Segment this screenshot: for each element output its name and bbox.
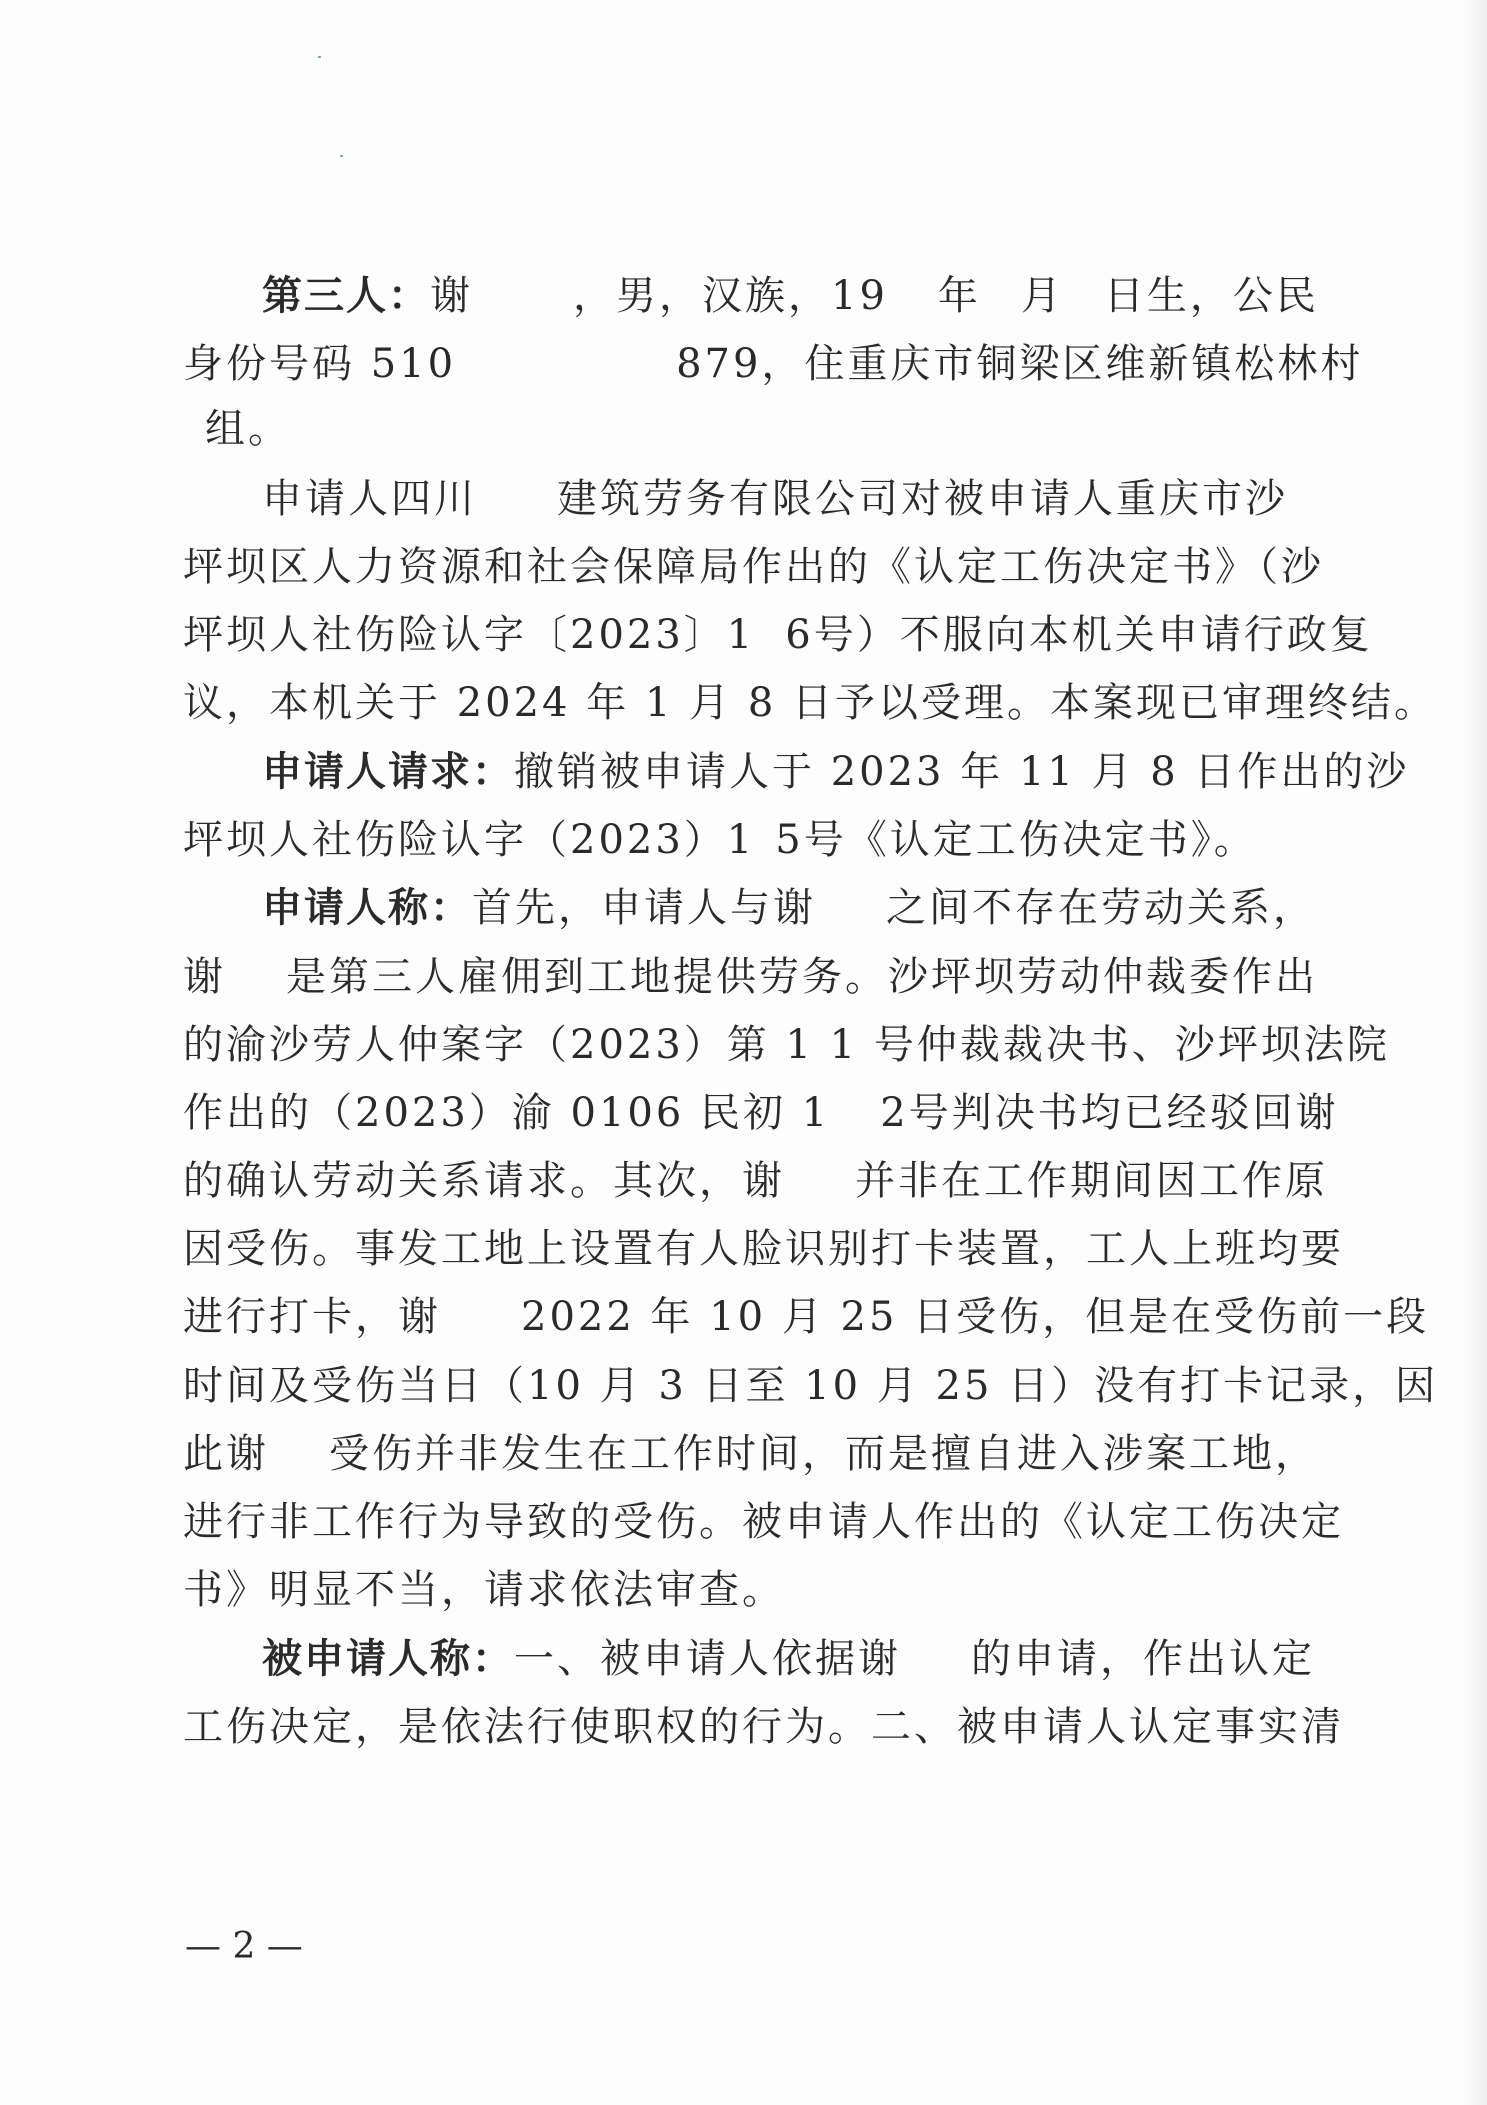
text-line xyxy=(262,884,1316,932)
text-run: 是第三人雇佣到工地提供劳务。沙坪坝劳动仲裁委作出 xyxy=(286,954,1318,1000)
text-run: 组。 xyxy=(205,406,291,452)
text-run: 的确认劳动关系请求。其次，谢 xyxy=(183,1158,785,1204)
text-line xyxy=(183,1293,1429,1341)
text-run: 进行非工作行为导致的受伤。被申请人作出的《认定工伤决定 xyxy=(183,1499,1344,1545)
text-run: 此谢 xyxy=(183,1431,269,1477)
text-line xyxy=(183,1157,1328,1205)
text-run: 工伤决定，是依法行使职权的行为。二、被申请人认定事实清 xyxy=(183,1704,1344,1750)
text-line xyxy=(183,1225,1344,1273)
text-run: 首先，申请人与谢 xyxy=(472,885,816,931)
text-line xyxy=(183,1089,1339,1137)
text-line xyxy=(205,405,291,453)
text-run: 坪坝人社伤险认字〔2023〕1 xyxy=(183,612,756,658)
text-run: 日生，公民 xyxy=(1103,273,1319,319)
text-run: 年 xyxy=(937,273,981,319)
text-run: 时间及受伤当日（10 月 3 日至 10 月 25 日）没有打卡记录，因 xyxy=(183,1363,1439,1409)
text-line xyxy=(262,1635,1315,1683)
text-line xyxy=(262,475,1288,523)
text-run: 建筑劳务有限公司对被申请人重庆市沙 xyxy=(557,476,1288,522)
text-line xyxy=(183,611,1373,659)
text-run: 撤销被申请人于 2023 年 11 月 8 日作出的沙 xyxy=(514,749,1410,795)
text-run: 的渝沙劳人仲案字（2023）第 1 1 号仲裁裁决书、沙坪坝法院 xyxy=(183,1022,1390,1068)
section-label: 申请人请求： xyxy=(262,749,514,795)
text-run: 2022 年 10 月 25 日受伤，但是在受伤前一段 xyxy=(521,1294,1430,1340)
scan-edge-shadow xyxy=(1461,0,1487,2105)
text-line xyxy=(183,953,1318,1001)
text-line xyxy=(262,272,1319,320)
text-line xyxy=(183,1362,1438,1410)
scan-speck xyxy=(340,155,343,157)
text-run: 申请人四川 xyxy=(262,476,477,522)
text-line xyxy=(183,1498,1344,1546)
text-run: 进行打卡，谢 xyxy=(183,1294,441,1340)
text-run: 身份号码 510 xyxy=(183,341,457,387)
text-run: 坪坝区人力资源和社会保障局作出的《认定工伤决定书》（沙 xyxy=(183,544,1324,590)
text-line xyxy=(183,543,1324,591)
page-number: — 2 — xyxy=(185,1926,303,1967)
text-run: 一、被申请人依据谢 xyxy=(514,1636,901,1682)
text-line xyxy=(183,816,1257,864)
text-run: 的申请，作出认定 xyxy=(971,1636,1315,1682)
text-line xyxy=(183,679,1437,727)
text-line xyxy=(183,1566,785,1614)
text-line xyxy=(183,1021,1390,1069)
text-run: 并非在工作期间因工作原 xyxy=(855,1158,1328,1204)
text-run: 6号）不服向本机关申请行政复 xyxy=(785,612,1373,658)
text-run: 受伤并非发生在工作时间，而是擅自进入涉案工地， xyxy=(329,1431,1318,1477)
text-run: 谢 xyxy=(183,954,226,1000)
text-run: 议，本机关于 2024 年 1 月 8 日予以受理。本案现已审理终结。 xyxy=(183,680,1437,726)
text-run: 5号《认定工伤决定书》。 xyxy=(775,817,1257,863)
text-line xyxy=(183,1430,1318,1478)
text-run: 879，住重庆市铜梁区维新镇松林村 xyxy=(676,341,1364,387)
text-run: 2号判决书均已经驳回谢 xyxy=(880,1090,1339,1136)
section-label: 申请人称： xyxy=(262,885,472,931)
text-run: 因受伤。事发工地上设置有人脸识别打卡装置，工人上班均要 xyxy=(183,1226,1344,1272)
section-label: 被申请人称： xyxy=(262,1636,514,1682)
section-label: 第三人： xyxy=(262,273,430,319)
text-run: 书》明显不当，请求依法审查。 xyxy=(183,1567,785,1613)
text-line xyxy=(262,748,1409,796)
text-run: 谢 xyxy=(430,273,473,319)
text-run: 作出的（2023）渝 0106 民初 1 xyxy=(183,1090,831,1136)
text-run: ，男，汉族，19 xyxy=(573,273,888,319)
text-run: 坪坝人社伤险认字（2023）1 xyxy=(183,817,756,863)
text-line xyxy=(183,340,1363,388)
text-run: 月 xyxy=(1020,273,1064,319)
scan-speck xyxy=(318,56,321,58)
text-line xyxy=(183,1703,1344,1751)
text-run: 之间不存在劳动关系， xyxy=(886,885,1316,931)
